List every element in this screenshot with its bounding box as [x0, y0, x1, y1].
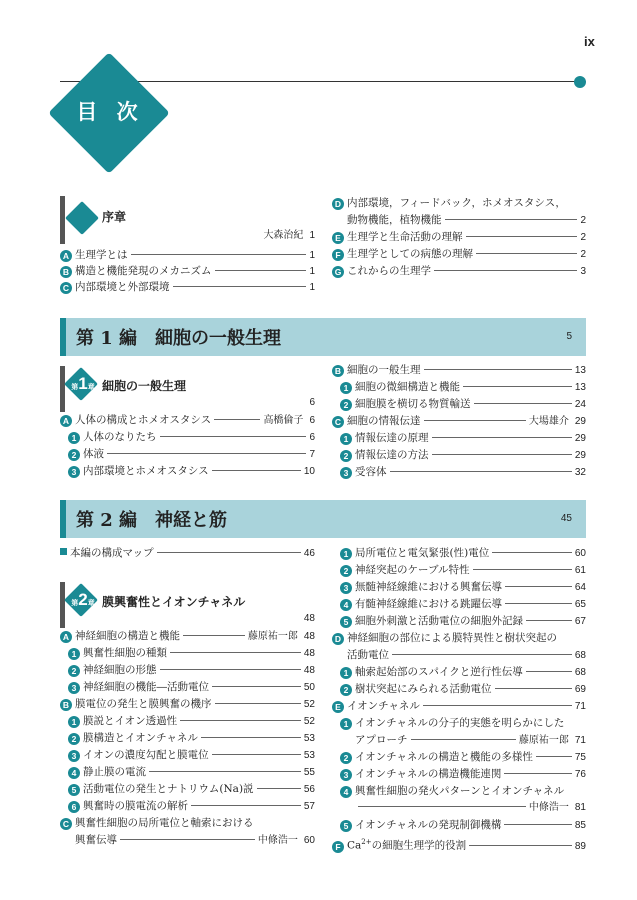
toc-entry-p1-b1[interactable]: 1 細胞の微細構造と機能 13 [340, 380, 586, 395]
header-dot [574, 76, 586, 88]
prologue-title: 序章 [102, 210, 127, 224]
toc-entry-p2-d-line1[interactable]: D 神経細胞の部位による膜特異性と樹状突起の [332, 631, 586, 645]
chapter1-title: 細胞の一般生理 [102, 379, 187, 393]
badge-e: E [332, 232, 344, 244]
toc-entry-p1-c1[interactable]: 1 情報伝達の原理 29 [340, 431, 586, 446]
toc-entry-p1-a2[interactable]: 2 体液 7 [68, 447, 315, 462]
toc-entry-p2-e2[interactable]: 2 イオンチャネルの構造と機能の多様性 75 [340, 750, 586, 765]
toc-entry-p2-a1[interactable]: 1 興奮性細胞の種類 48 [68, 646, 315, 661]
part2-band[interactable] [60, 500, 586, 538]
part2-page: 45 [560, 513, 572, 524]
toc-entry-p2-c-line1[interactable]: C 興奮性細胞の局所電位と軸索における [60, 816, 315, 830]
toc-entry-p2-b5[interactable]: 5 活動電位の発生とナトリウム(Na)説 56 [68, 782, 315, 797]
toc-entry-p2-b1[interactable]: 1 膜説とイオン透過性 52 [68, 714, 315, 729]
badge-d: D [332, 198, 344, 210]
toc-entry-p2-b4[interactable]: 4 静止膜の電流 55 [68, 765, 315, 780]
toc-entry-prologue-d-line1[interactable]: D 内部環境，フィードバック，ホメオスタシス， [332, 196, 586, 210]
badge-a: A [60, 250, 72, 262]
toc-entry-p2-e4-line1[interactable]: 4 興奮性細胞の発火パターンとイオンチャネル [340, 784, 586, 798]
badge-f: F [332, 249, 344, 261]
toc-entry-p2-a3[interactable]: 3 神経細胞の機能―活動電位 50 [68, 680, 315, 695]
square-bullet-icon [60, 548, 67, 555]
toc-entry-p2-d2[interactable]: 2 樹状突起にみられる活動電位 69 [340, 682, 586, 697]
toc-entry-p1-c3[interactable]: 3 受容体 32 [340, 465, 586, 480]
part1-title: 第 1 編 細胞の一般生理 [76, 328, 282, 349]
chapter1-page: 6 [309, 397, 315, 408]
toc-title: 目 次 [76, 100, 144, 124]
toc-entry-p2-d-line2[interactable]: 活動電位 68 [347, 649, 586, 661]
page-number: ix [584, 34, 595, 49]
badge-b: B [60, 266, 72, 278]
toc-entry-p2-d1[interactable]: 1 軸索起始部のスパイクと逆行性伝導 68 [340, 665, 586, 680]
toc-entry-prologue-d-line2[interactable]: 動物機能，植物機能 2 [347, 214, 586, 226]
toc-entry-p2-b3[interactable]: 3 イオンの濃度勾配と膜電位 53 [68, 748, 315, 763]
toc-entry-p2-c2[interactable]: 2 神経突起のケーブル特性 61 [340, 563, 586, 578]
toc-entry-p2-c5[interactable]: 5 細胞外刺激と活動電位の細胞外記録 67 [340, 614, 586, 629]
part1-page: 5 [566, 331, 572, 342]
toc-entry-p2-c-line2[interactable]: 興奮伝導 中條浩一 60 [75, 834, 315, 846]
toc-entry-p2-c4[interactable]: 4 有髄神経線維における跳躍伝導 65 [340, 597, 586, 612]
toc-entry-prologue-g[interactable]: G これからの生理学 3 [332, 264, 586, 279]
prologue-author: 大森治紀 [263, 230, 304, 241]
toc-entry-p2-f[interactable]: F $Ca^{2+}$の細胞生理学的役割 89 [332, 835, 586, 854]
toc-entry-prologue-c[interactable]: C 内部環境と外部環境 1 [60, 280, 315, 295]
chapter2-label: 第2章 [71, 590, 95, 609]
toc-entry-p2-a2[interactable]: 2 神経細胞の形態 48 [68, 663, 315, 678]
toc-entry-p2-e[interactable]: E イオンチャネル 71 [332, 699, 586, 714]
toc-entry-p1-a1[interactable]: 1 人体のなりたち 6 [68, 430, 315, 445]
prologue-page: 1 [309, 230, 315, 241]
badge-c: C [60, 282, 72, 294]
toc-entry-prologue-e[interactable]: E 生理学と生命活動の理解 2 [332, 230, 586, 245]
toc-entry-p2-map[interactable]: 本編の構成マップ 46 [60, 546, 315, 561]
prologue-author-line[interactable] [60, 229, 315, 243]
toc-entry-p2-c1[interactable]: 1 局所電位と電気緊張(性)電位 60 [340, 546, 586, 561]
toc-entry-p2-b[interactable]: B 膜電位の発生と膜興奮の機序 52 [60, 697, 315, 712]
part2-title: 第 2 編 神経と筋 [76, 510, 228, 531]
toc-entry-p2-e5[interactable]: 5 イオンチャネルの発現制御機構 85 [340, 818, 586, 833]
toc-entry-p2-e1-line2[interactable]: アプローチ 藤原祐一郎 71 [355, 734, 586, 746]
part1-band[interactable] [60, 318, 586, 356]
toc-entry-p2-c3[interactable]: 3 無髄神経線維における興奮伝導 64 [340, 580, 586, 595]
toc-entry-p2-e4-line2[interactable]: 中條浩一 81 [355, 801, 586, 815]
toc-entry-p1-a3[interactable]: 3 内部環境とホメオスタシス 10 [68, 464, 315, 479]
toc-entry-p2-a[interactable]: A 神経細胞の構造と機能 藤原祐一郎 48 [60, 629, 315, 644]
chapter2-page: 48 [303, 613, 315, 624]
toc-entry-p2-e3[interactable]: 3 イオンチャネルの構造機能連関 76 [340, 767, 586, 782]
toc-entry-p2-b2[interactable]: 2 膜構造とイオンチャネル 53 [68, 731, 315, 746]
chapter2-page-line[interactable] [60, 612, 315, 626]
chapter2-title: 膜興奮性とイオンチャネル [102, 595, 246, 609]
toc-entry-p2-b6[interactable]: 6 興奮時の膜電流の解析 57 [68, 799, 315, 814]
toc-entry-p1-c2[interactable]: 2 情報伝達の方法 29 [340, 448, 586, 463]
toc-entry-prologue-a[interactable]: A 生理学とは 1 [60, 248, 315, 263]
toc-entry-p1-b[interactable]: B 細胞の一般生理 13 [332, 363, 586, 378]
toc-entry-p1-a[interactable]: A 人体の構成とホメオスタシス 高橋倫子 6 [60, 413, 315, 428]
toc-entry-prologue-f[interactable]: F 生理学としての病態の理解 2 [332, 247, 586, 262]
chapter1-label: 第1章 [71, 374, 95, 393]
toc-entry-p2-e1-line1[interactable]: 1 イオンチャネルの分子的実態を明らかにした [340, 716, 586, 730]
toc-entry-p1-b2[interactable]: 2 細胞膜を横切る物質輸送 24 [340, 397, 586, 412]
badge-g: G [332, 266, 344, 278]
toc-entry-p1-c[interactable]: C 細胞の情報伝達 大場雄介 29 [332, 414, 586, 429]
chapter1-page-line[interactable] [60, 396, 315, 410]
toc-entry-prologue-b[interactable]: B 構造と機能発現のメカニズム 1 [60, 264, 315, 279]
